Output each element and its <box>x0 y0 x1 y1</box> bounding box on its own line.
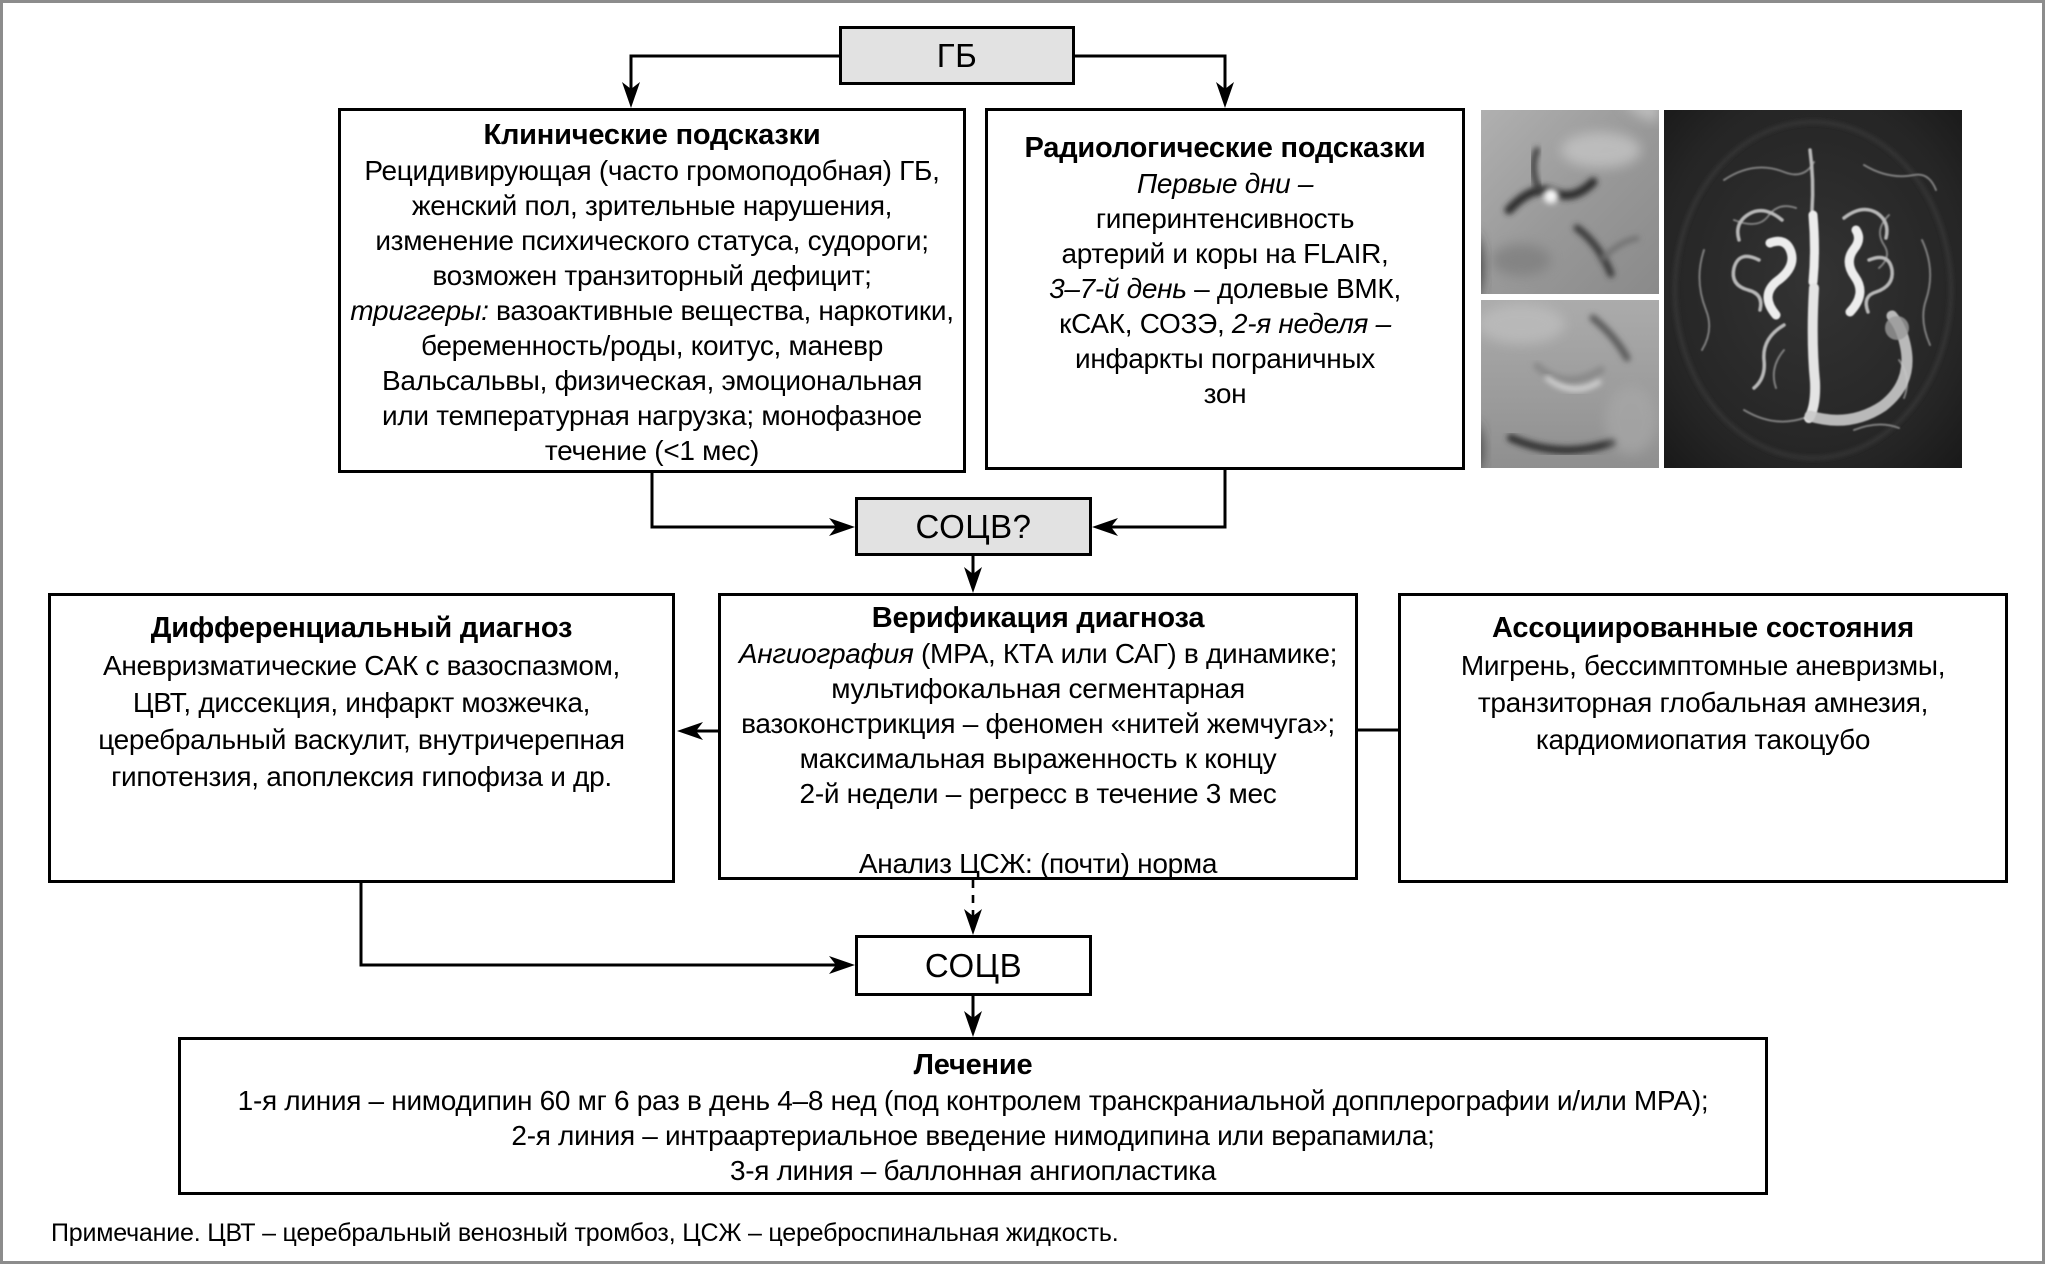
connector-radiological-to-socv-question <box>1092 470 1225 536</box>
node-differential-diagnosis-title: Дифференциальный диагноз <box>150 612 573 644</box>
node-differential-diagnosis <box>48 593 675 883</box>
connector-verification-to-differential <box>677 722 718 740</box>
node-treatment <box>178 1037 1768 1195</box>
mra-angiogram-image <box>1664 110 1962 468</box>
connector-socv-to-treatment <box>964 996 982 1037</box>
connector-differential-to-socv <box>361 881 855 974</box>
node-gb <box>839 26 1075 85</box>
node-clinical-clues-text: Рецидивирующая (часто громоподобная) ГБ, женский пол, зрительные нарушения, изменение психического статуса, судороги; возможен транзиторный дефицит; триггеры: вазоактивные вещества, наркотики, беременность/роды, коитус, маневр Вальсальвы, физическая, эмоциональная или температурная нагрузка; монофазное течение (<1 мес) <box>350 155 954 466</box>
node-radiological-clues-title: Радиологические подсказки <box>1024 132 1426 164</box>
node-diagnosis-verification <box>718 593 1358 880</box>
node-associated-conditions-text: Мигрень, бессимптомные аневризмы, транзиторная глобальная амнезия, кардиомиопатия такоцубо <box>1460 650 1946 755</box>
connector-gb-to-clinical <box>622 56 839 108</box>
node-treatment-title: Лечение <box>913 1049 1033 1081</box>
node-associated-conditions <box>1398 593 2008 883</box>
figure-footnote: Примечание. ЦВТ – церебральный венозный тромбоз, ЦСЖ – цереброспинальная жидкость. <box>51 1219 1119 1247</box>
flair-mri-image-1 <box>1481 110 1659 294</box>
connector-verification-to-socv-dashed <box>964 880 982 935</box>
connector-socv-question-to-verification <box>964 556 982 593</box>
node-treatment-text: 1-я линия – нимодипин 60 мг 6 раз в день 4–8 нед (под контролем транскраниальной допплерографии и/или МРА); 2-я линия – интраартериальное введение нимодипина или верапамила; 3-я линия – баллонная ангиопластика <box>237 1085 1709 1186</box>
node-socv-label: СОЦВ <box>924 946 1023 984</box>
node-clinical-clues <box>338 108 966 473</box>
connector-gb-to-radiological <box>1075 56 1234 108</box>
node-diagnosis-verification-text: Ангиография (МРА, КТА или САГ) в динамике; мультифокальная сегментарная вазоконстрикция – феномен «нитей жемчуга»; максимальная выраженность к концу 2-й недели – регресс в течение 3 мес Анализ ЦСЖ: (почти) норма <box>738 638 1338 879</box>
flair-mri-image-2 <box>1481 300 1659 468</box>
node-differential-diagnosis-text: Аневризматические САК с вазоспазмом, ЦВТ, диссекция, инфаркт мозжечка, церебральный васкулит, внутричерепная гипотензия, апоплексия гипофиза и др. <box>98 650 625 792</box>
node-radiological-clues-text: Первые дни – гиперинтенсивность артерий и коры на FLAIR, 3–7-й день – долевые ВМК, кСАК, СОЗЭ, 2-я неделя – инфаркты пограничных зон <box>1049 168 1401 409</box>
node-clinical-clues-title: Клинические подсказки <box>483 119 821 151</box>
node-socv <box>855 935 1092 996</box>
node-diagnosis-verification-title: Верификация диагноза <box>871 602 1205 634</box>
connector-clinical-to-socv-question <box>652 473 855 536</box>
node-associated-conditions-title: Ассоциированные состояния <box>1492 612 1914 644</box>
node-socv-question-label: СОЦВ? <box>915 507 1032 545</box>
node-radiological-clues <box>985 108 1465 470</box>
node-gb-label: ГБ <box>936 36 978 74</box>
node-socv-question <box>855 497 1092 556</box>
